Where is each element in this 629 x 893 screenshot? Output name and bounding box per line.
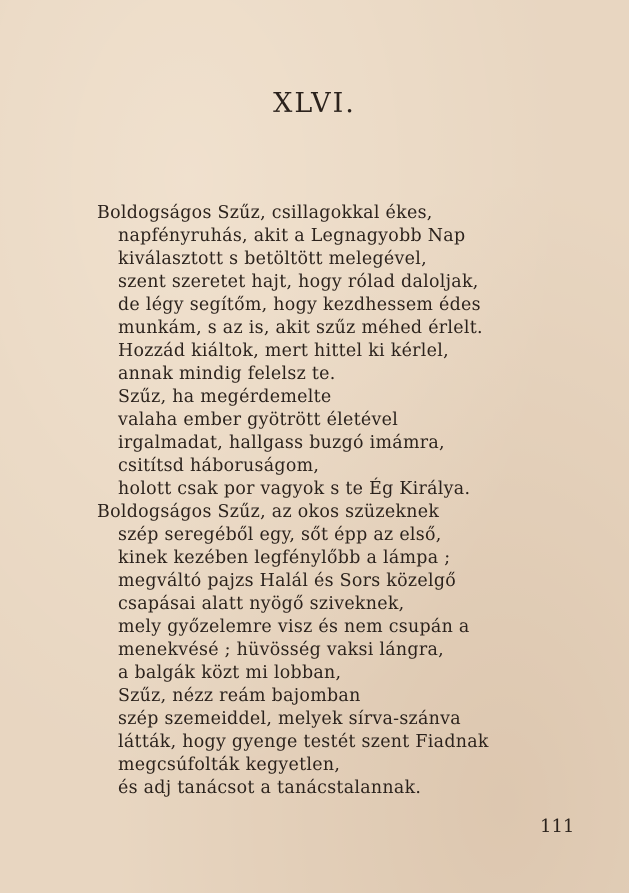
poem-line: mely győzelemre visz és nem csupán a: [118, 617, 470, 637]
poem-line: munkám, s az is, akit szűz méhed érlelt.: [118, 318, 483, 338]
poem-line: de légy segítőm, hogy kezdhessem édes: [118, 295, 481, 315]
poem-line: kiválasztott s betöltött melegével,: [118, 249, 427, 269]
poem-line: napfényruhás, akit a Legnagyobb Nap: [118, 226, 466, 246]
poem-line: menekvésé ; hüvösség vaksi lángra,: [118, 640, 444, 660]
poem-line: csitítsd háboruságom,: [118, 456, 320, 476]
poem-line: annak mindig felelsz te.: [118, 364, 336, 384]
poem-line: Hozzád kiáltok, mert hittel ki kérlel,: [118, 341, 449, 361]
poem-line: kinek kezében legfénylőbb a lámpa ;: [118, 548, 451, 568]
poem-line: Szűz, ha megérdemelte: [118, 387, 332, 407]
poem-line: és adj tanácsot a tanácstalannak.: [118, 778, 422, 798]
chapter-title: XLVI.: [273, 88, 356, 119]
poem-line: irgalmadat, hallgass buzgó imámra,: [118, 433, 445, 453]
poem-line: megváltó pajzs Halál és Sors közelgő: [118, 571, 457, 591]
poem-line: Boldogságos Szűz, csillagokkal ékes,: [97, 203, 433, 223]
poem-line: szép szemeiddel, melyek sírva-szánva: [118, 709, 461, 729]
poem-line: megcsúfolták kegyetlen,: [118, 755, 341, 775]
poem-line: látták, hogy gyenge testét szent Fiadnak: [118, 732, 489, 752]
poem-line: Szűz, nézz reám bajomban: [118, 686, 361, 706]
poem-line: valaha ember gyötrött életével: [118, 410, 399, 430]
poem-line: a balgák közt mi lobban,: [118, 663, 342, 683]
page-number: 111: [540, 816, 575, 837]
poem-line: csapásai alatt nyögő sziveknek,: [118, 594, 405, 614]
poem-line: szent szeretet hajt, hogy rólad daloljak,: [118, 272, 479, 292]
poem-line: holott csak por vagyok s te Ég Királya.: [118, 479, 471, 499]
poem-line: szép seregéből egy, sőt épp az első,: [118, 525, 442, 545]
poem-line: Boldogságos Szűz, az okos szüzeknek: [97, 502, 440, 522]
